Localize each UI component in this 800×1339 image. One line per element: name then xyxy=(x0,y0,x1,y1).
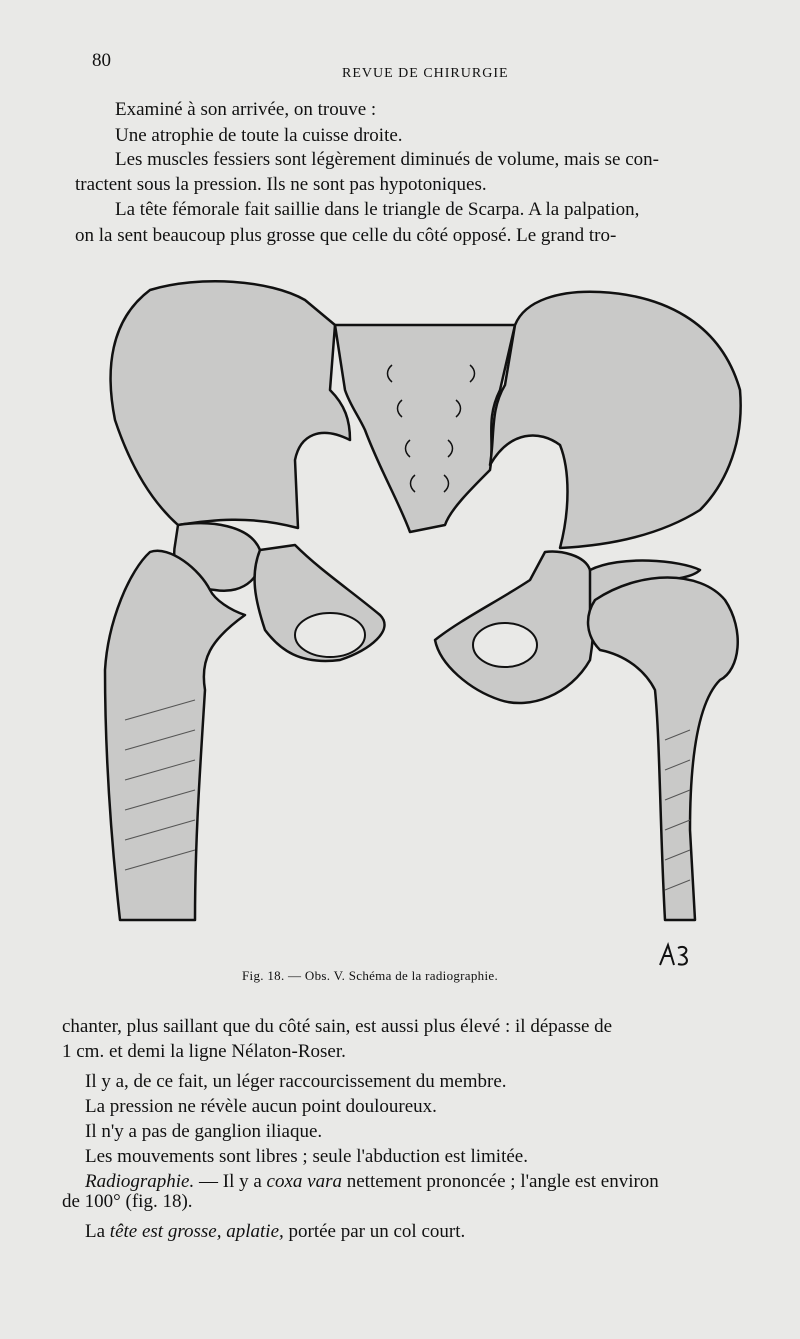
body-line: Une atrophie de toute la cuisse droite. xyxy=(115,125,403,146)
body-line: on la sent beaucoup plus grosse que celle du côté opposé. Le grand tro- xyxy=(75,225,617,246)
figure-caption: Fig. 18. — Obs. V. Schéma de la radiographie. xyxy=(242,968,499,983)
body-line: 1 cm. et demi la ligne Nélaton-Roser. xyxy=(62,1041,346,1062)
body-line: Il y a, de ce fait, un léger raccourcissement du membre. xyxy=(85,1071,507,1092)
body-line: Radiographie. — Il y a coxa vara nettement prononcée ; l'angle est environ xyxy=(85,1171,659,1192)
radiographie-heading: Radiographie. xyxy=(85,1171,195,1192)
pelvis-radiograph-schema xyxy=(0,270,800,970)
artist-monogram xyxy=(650,940,700,970)
right-obturator-foramen xyxy=(295,613,365,657)
body-line: La pression ne révèle aucun point douloureux. xyxy=(85,1096,437,1117)
body-line: Les mouvements sont libres ; seule l'abduction est limitée. xyxy=(85,1146,528,1167)
running-title: REVUE DE CHIRURGIE xyxy=(342,66,509,81)
body-line: tractent sous la pression. Ils ne sont pas hypotoniques. xyxy=(75,174,487,195)
right-ilium xyxy=(111,281,350,528)
body-line: Examiné à son arrivée, on trouve : xyxy=(115,99,377,120)
body-line: chanter, plus saillant que du côté sain, est aussi plus élevé : il dépasse de xyxy=(62,1016,613,1037)
body-line: Il n'y a pas de ganglion iliaque. xyxy=(85,1121,323,1142)
body-line: Les muscles fessiers sont légèrement diminués de volume, mais se con- xyxy=(115,149,660,170)
sacrum xyxy=(335,325,515,532)
body-line: La tête fémorale fait saillie dans le triangle de Scarpa. A la palpation, xyxy=(115,199,640,220)
page-number: 80 xyxy=(92,50,111,71)
left-obturator-foramen xyxy=(473,623,537,667)
left-ilium xyxy=(490,292,741,548)
body-line: de 100° (fig. 18). xyxy=(62,1191,193,1212)
body-line: La tête est grosse, aplatie, portée par un col court. xyxy=(85,1221,466,1242)
left-femur xyxy=(588,578,738,921)
